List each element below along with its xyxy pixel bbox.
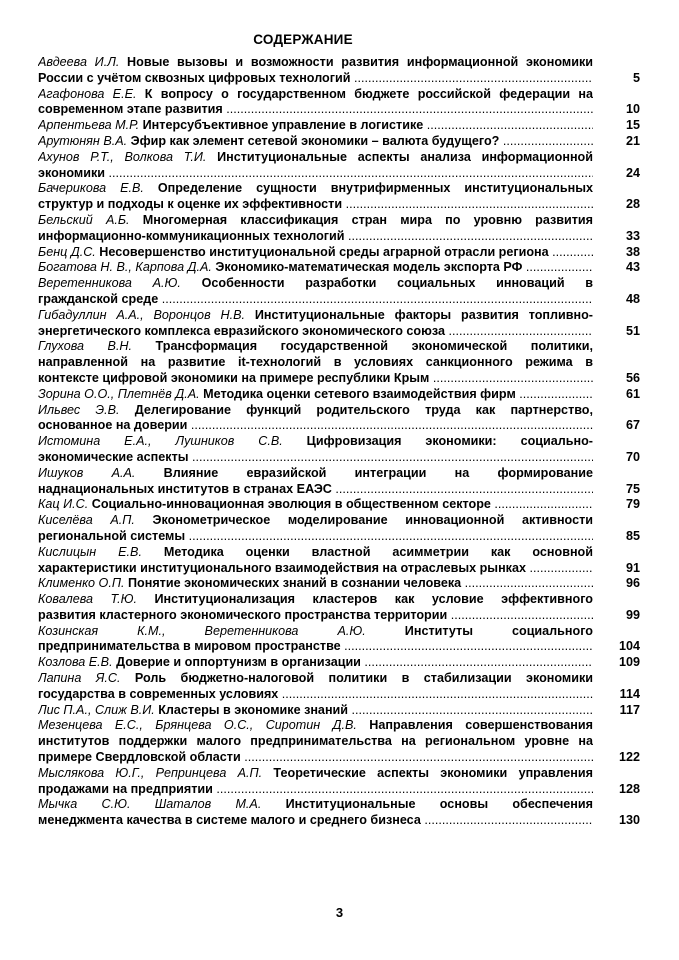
toc-page-number: 128: [618, 781, 640, 796]
toc-title: Институты социального: [365, 623, 593, 638]
toc-author: Арпентьева М.Р.: [38, 118, 140, 133]
toc-author: Мычка С.Ю. Шаталов М.А.: [38, 797, 262, 812]
toc-entry: [38, 134, 640, 150]
toc-entry: [38, 308, 640, 340]
toc-title: Особенности разработки социальных инноваций в: [180, 276, 593, 291]
toc-page-number: 75: [625, 481, 640, 496]
toc-entry: [38, 718, 640, 765]
toc-title: региональной системы .....: [38, 529, 593, 543]
toc-entry: [38, 592, 640, 624]
toc-entry: [38, 545, 640, 577]
toc-author: Богатова Н. В., Карпова Д.А.: [38, 260, 212, 275]
toc-entry: [38, 387, 640, 403]
toc-entry: [38, 513, 640, 545]
toc-title: Институционализация кластеров как условие эффективного: [136, 592, 593, 607]
toc-author: Кислицын Е.В.: [38, 544, 142, 559]
toc-title: России с учётом сквозных цифровых технологий .....: [38, 71, 593, 85]
toc-author: Зорина О.О., Плетнёв Д.А.: [38, 386, 200, 401]
toc-page-number: 38: [625, 244, 640, 259]
toc-entry: [38, 118, 640, 134]
toc-entry: [38, 55, 640, 87]
toc-page-number: 104: [618, 639, 640, 654]
toc-page-number: 51: [625, 323, 640, 338]
toc-page-number: 91: [625, 560, 640, 575]
toc-title: основанное на доверии .....: [38, 418, 593, 432]
toc-page-number: 43: [625, 260, 640, 275]
toc-author: Бельский А.Б.: [38, 212, 130, 227]
toc-title: Трансформация государственной экономической политики,: [132, 339, 593, 354]
toc-author: Веретенникова А.Ю.: [38, 276, 181, 291]
toc-title: Новые вызовы и возможности развития информационной экономики: [119, 55, 593, 69]
toc-entry: [38, 766, 640, 798]
toc-title: наднациональных институтов в странах ЕАЭС .....: [38, 482, 593, 496]
toc-author: Козинская К.М., Веретенникова А.Ю.: [38, 623, 366, 638]
toc-title: Методика оценки сетевого взаимодействия фирм .....: [200, 387, 593, 401]
toc-page-number: 85: [625, 528, 640, 543]
toc-title: современном этапе развития .....: [38, 102, 593, 116]
toc-entry: [38, 403, 640, 435]
toc-page-number: 48: [625, 291, 640, 306]
toc-author: Мезенцева Е.С., Брянцева О.С., Сиротин Д.В.: [38, 718, 357, 733]
toc-entry: [38, 339, 640, 386]
toc-page-number: 130: [618, 813, 640, 828]
toc-title: информационно-коммуникационных технологий .....: [38, 229, 593, 243]
toc-title: Экономико-математическая модель экспорта РФ .....: [212, 260, 593, 274]
toc-title: государства в современных условиях .....: [38, 687, 593, 701]
toc-entry: [38, 276, 640, 308]
toc-title: Институциональные факторы развития топливно-: [245, 307, 593, 322]
toc-title: развития кластерного экономического пространства территории .....: [38, 608, 593, 622]
toc-page-number: 96: [625, 576, 640, 591]
toc-title: структур и подходы к оценке их эффективности .....: [38, 197, 593, 211]
toc-page-number: 79: [625, 497, 640, 512]
toc-title: Эконометрическое моделирование инновационной активности: [134, 513, 593, 528]
toc-page-number: 15: [625, 118, 640, 133]
toc-entry: [38, 655, 640, 671]
toc-title: энергетического комплекса евразийского экономического союза .....: [38, 324, 593, 338]
toc-author: Ковалева Т.Ю.: [38, 592, 137, 607]
toc-author: Козлова Е.В.: [38, 655, 113, 670]
toc-author: Ахунов Р.Т., Волкова Т.И.: [38, 149, 207, 164]
toc-entry: [38, 260, 640, 276]
toc-author: Бенц Д.С.: [38, 244, 96, 259]
toc-title: характеристики институционального взаимодействия на отраслевых рынках .....: [38, 561, 593, 575]
toc-page-number: 28: [625, 197, 640, 212]
toc-title: экономики .....: [38, 166, 593, 180]
toc-title: Институциональные аспекты анализа информационной: [206, 149, 593, 164]
toc-title: Влияние евразийской интеграции на формирование: [135, 465, 593, 480]
toc-author: Клименко О.П.: [38, 576, 125, 591]
toc-page-number: 122: [618, 750, 640, 765]
toc-title: Интерсубъективное управление в логистике .....: [139, 118, 593, 132]
toc-author: Глухова В.Н.: [38, 339, 133, 354]
toc-entry: [38, 245, 640, 261]
toc-entry: [38, 703, 640, 719]
toc-entry: [38, 671, 640, 703]
toc-page-number: 67: [625, 418, 640, 433]
toc-title: направленной на развитие it-технологий в условиях санкционного режима в: [38, 355, 593, 370]
toc-title: Направления совершенствования: [356, 718, 593, 733]
toc-title: предпринимательства в мировом пространстве .....: [38, 639, 593, 653]
page-number: 3: [335, 905, 344, 920]
toc-title: продажами на предприятии .....: [38, 782, 593, 796]
toc-title: экономические аспекты .....: [38, 450, 593, 464]
toc-entry: [38, 497, 640, 513]
toc-page-number: 109: [618, 655, 640, 670]
toc-author: Мыслякова Ю.Г., Репринцева А.П.: [38, 765, 263, 780]
toc-title: Цифровизация экономики: социально-: [282, 434, 593, 449]
toc-page-number: 33: [625, 228, 640, 243]
toc-page-number: 21: [625, 133, 640, 148]
toc-page-number: 70: [625, 449, 640, 464]
toc-author: Кац И.С.: [38, 497, 89, 512]
toc-entry: [38, 434, 640, 466]
toc-entry: [38, 466, 640, 498]
page-title: СОДЕРЖАНИЕ: [253, 32, 353, 47]
toc-author: Истомина Е.А., Лушников С.В.: [38, 434, 283, 449]
toc-title: Социально-инновационная эволюция в общественном секторе .....: [88, 497, 593, 511]
toc-title: Методика оценки властной асимметрии как основной: [141, 544, 593, 559]
toc-title: Несовершенство институциональной среды аграрной отрасли региона .....: [96, 245, 593, 259]
toc-title: примере Свердловской области .....: [38, 750, 593, 764]
toc-entry: [38, 87, 640, 119]
toc-title: Кластеры в экономике знаний .....: [155, 703, 593, 717]
toc-title: Эфир как элемент сетевой экономики – валюта будущего? .....: [127, 134, 593, 148]
toc-author: Киселёва А.П.: [38, 513, 135, 528]
toc-page-number: 56: [625, 370, 640, 385]
toc-author: Арутюнян В.А.: [38, 133, 128, 148]
toc-author: Ильвес Э.В.: [38, 402, 120, 417]
toc-title: Определение сущности внутрифирменных институциональных: [143, 181, 593, 196]
toc-title: Понятие экономических знаний в сознании человека .....: [124, 576, 593, 590]
toc-entry: [38, 181, 640, 213]
toc-title: менеджмента качества в системе малого и среднего бизнеса .....: [38, 813, 593, 827]
toc-author: Ишуков А.А.: [38, 465, 136, 480]
toc-author: Лапина Я.С.: [38, 671, 121, 686]
toc-entry: [38, 797, 640, 829]
toc-entry: [38, 624, 640, 656]
toc-author: Агафонова Е.Е.: [38, 86, 137, 101]
toc-page-number: 99: [625, 607, 640, 622]
toc-author: Лис П.А., Слиж В.И.: [38, 702, 155, 717]
toc-title: Делегирование функций родительского труда как партнерство,: [119, 402, 593, 417]
toc-title: Многомерная классификация стран мира по уровню развития: [129, 212, 593, 227]
toc-author: Авдеева И.Л.: [38, 55, 120, 69]
toc-page-number: 5: [632, 70, 640, 85]
table-of-contents: [38, 55, 640, 829]
toc-title: Доверие и оппортунизм в организации .....: [113, 655, 593, 669]
toc-page-number: 117: [619, 702, 640, 717]
toc-title: К вопросу о государственном бюджете российской федерации на: [136, 86, 593, 101]
toc-title: контексте цифровой экономики на примере республики Крым .....: [38, 371, 593, 385]
toc-page-number: 61: [625, 386, 640, 401]
toc-title: Институциональные основы обеспечения: [261, 797, 593, 812]
toc-title: гражданской среде .....: [38, 292, 593, 306]
toc-title: Теоретические аспекты экономики управления: [262, 765, 593, 780]
toc-title: институтов поддержки малого предпринимательства на региональном уровне на: [38, 734, 593, 749]
toc-title: Роль бюджетно-налоговой политики в стабилизации экономики: [120, 671, 593, 686]
toc-entry: [38, 576, 640, 592]
toc-page-number: 10: [625, 102, 640, 117]
toc-page-number: 24: [625, 165, 640, 180]
toc-page-number: 114: [619, 686, 640, 701]
toc-entry: [38, 150, 640, 182]
toc-entry: [38, 213, 640, 245]
toc-author: Гибадуллин А.А., Воронцов Н.В.: [38, 307, 245, 322]
toc-author: Бачерикова Е.В.: [38, 181, 144, 196]
